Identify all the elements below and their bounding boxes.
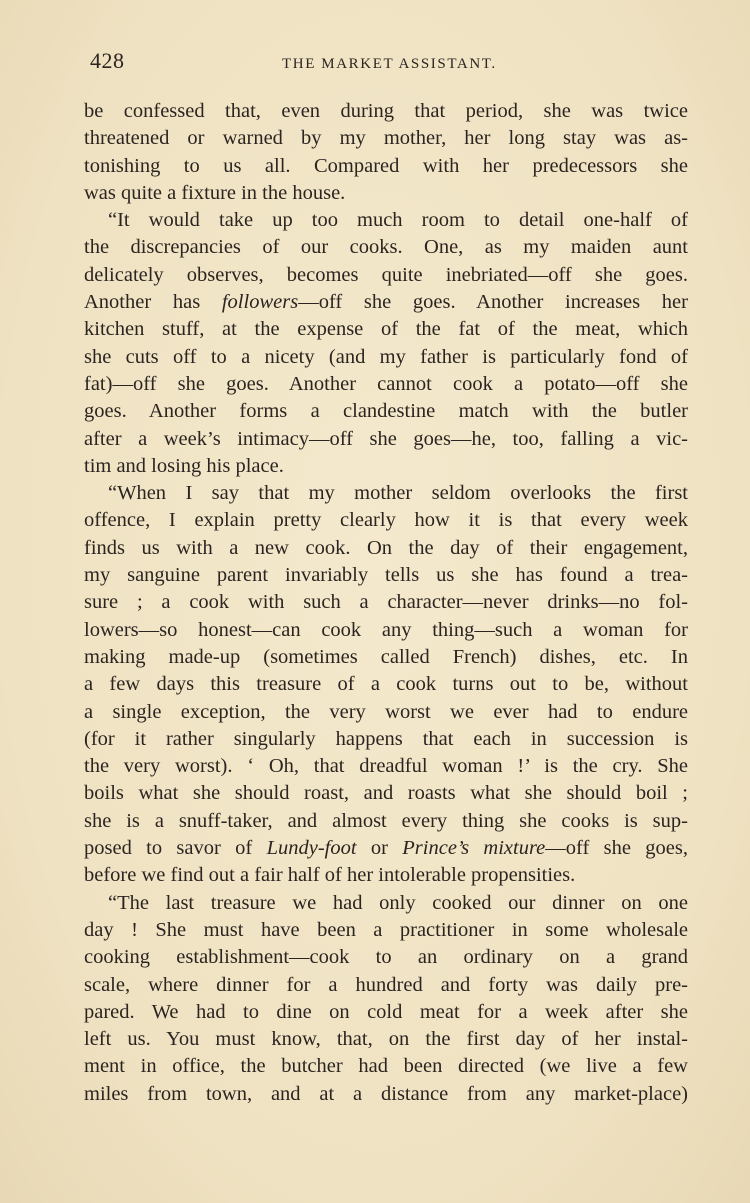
- text-line: tim and losing his place.: [84, 454, 284, 477]
- text-line: the very worst). ‘ Oh, that dreadful woman !’ is the cry. She: [84, 755, 688, 778]
- text-line: lowers—so honest—can cook any thing—such a woman for: [84, 618, 688, 641]
- text-line: a few days this treasure of a cook turns out to be, without: [84, 673, 688, 696]
- text-segment: or: [356, 837, 403, 860]
- text-line: [84, 835, 688, 862]
- text-line: the discrepancies of our cooks. One, as my maiden aunt: [84, 236, 688, 259]
- text-line: left us. You must know, that, on the first day of her instal-: [84, 1028, 688, 1051]
- text-line: my sanguine parent invariably tells us she has found a trea-: [84, 564, 688, 587]
- italic-word: Prince’s mixture: [402, 837, 546, 860]
- text-line: be confessed that, even during that period, she was twice: [84, 100, 688, 122]
- text-line: tonishing to us all. Compared with her predecessors she: [84, 154, 688, 177]
- text-line: making made-up (sometimes called French) dishes, etc. In: [84, 645, 688, 668]
- text-line: [84, 289, 688, 316]
- text-line: boils what she should roast, and roasts what she should boil ;: [84, 782, 688, 805]
- text-segment: —off she goes,: [545, 837, 688, 860]
- text-line: she cuts off to a nicety (and my father is particularly fond of: [84, 345, 688, 368]
- page-number: 428: [90, 48, 125, 73]
- text-line: ment in office, the butcher had been directed (we live a few: [84, 1055, 688, 1078]
- text-segment: Another has: [84, 291, 222, 314]
- page-header: [90, 48, 690, 78]
- body-text: [84, 98, 688, 1108]
- text-line: goes. Another forms a clandestine match with the butler: [84, 400, 688, 423]
- text-line: day ! She must have been a practitioner in some wholesale: [84, 918, 688, 941]
- text-line: threatened or warned by my mother, her long stay was as-: [84, 127, 688, 150]
- text-line: delicately observes, becomes quite inebriated—off she goes.: [84, 263, 688, 286]
- text-line: “When I say that my mother seldom overlooks the first: [108, 482, 688, 505]
- running-title: THE MARKET ASSISTANT.: [282, 56, 497, 72]
- text-line: she is a snuff-taker, and almost every thing she cooks is sup-: [84, 809, 688, 832]
- text-segment: —off she goes. Another increases her: [298, 291, 688, 314]
- italic-word: followers: [221, 291, 299, 314]
- text-line: after a week’s intimacy—off she goes—he, too, falling a vic-: [84, 427, 688, 450]
- text-line: miles from town, and at a distance from any market-place): [84, 1082, 688, 1105]
- text-line: (for it rather singularly happens that each in succession is: [84, 727, 688, 750]
- text-line: scale, where dinner for a hundred and forty was daily pre-: [84, 973, 688, 996]
- text-line: was quite a fixture in the house.: [84, 181, 346, 204]
- text-line: sure ; a cook with such a character—never drinks—no fol-: [84, 591, 688, 614]
- text-line: offence, I explain pretty clearly how it is that every week: [84, 509, 688, 532]
- text-line: cooking establishment—cook to an ordinary on a grand: [84, 946, 688, 969]
- text-line: fat)—off she goes. Another cannot cook a potato—off she: [84, 372, 688, 395]
- italic-word: Lundy-foot: [266, 837, 357, 860]
- text-line: finds us with a new cook. On the day of their engagement,: [84, 536, 688, 559]
- text-line: pared. We had to dine on cold meat for a week after she: [84, 1000, 688, 1023]
- text-segment: posed to savor of: [84, 837, 267, 860]
- text-line: “The last treasure we had only cooked our dinner on one: [108, 891, 688, 914]
- text-line: before we find out a fair half of her intolerable propensities.: [84, 864, 576, 887]
- text-line: kitchen stuff, at the expense of the fat of the meat, which: [84, 318, 688, 341]
- text-line: a single exception, the very worst we ever had to endure: [84, 700, 688, 723]
- text-line: “It would take up too much room to detail one-half of: [108, 209, 688, 232]
